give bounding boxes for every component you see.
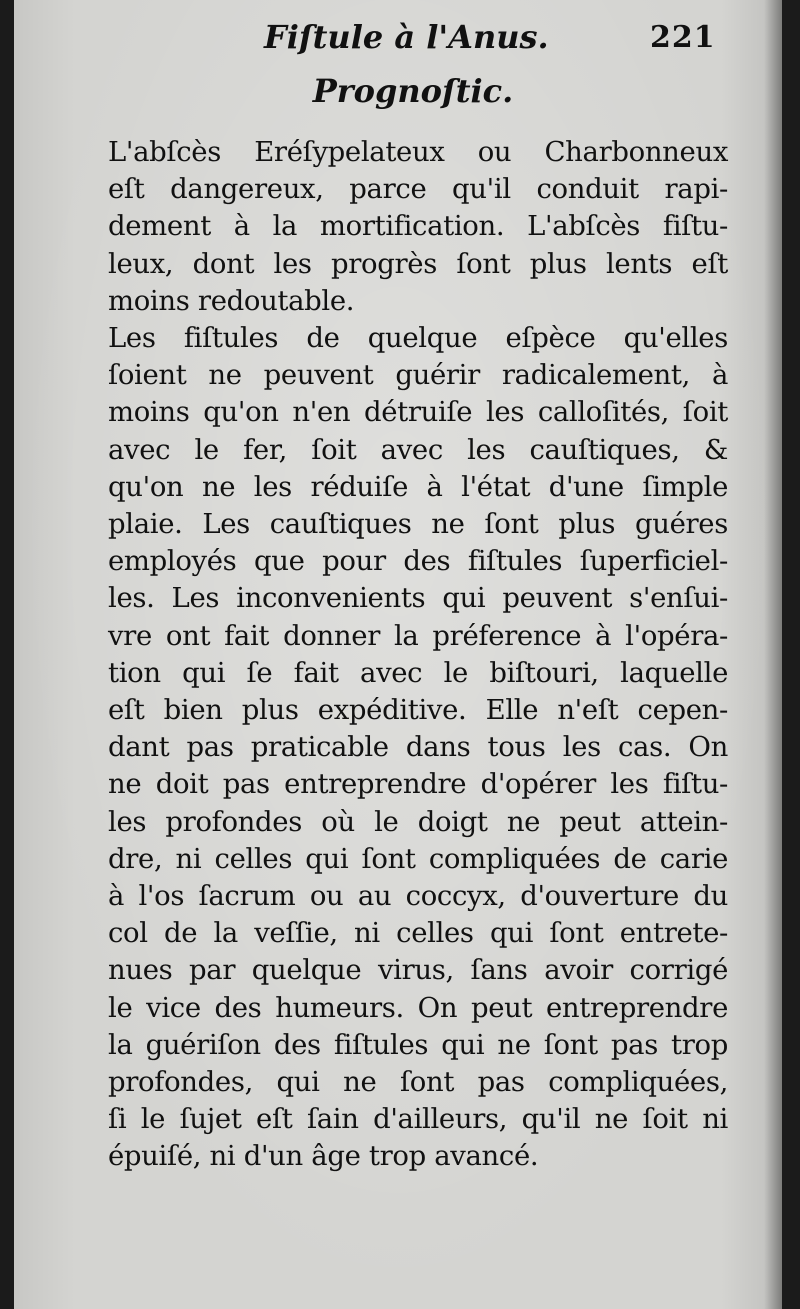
- text-line: tion qui ſe fait avec le biſtouri, laquelle: [108, 656, 728, 689]
- text-line: vre ont fait donner la préference à l'opéra-: [108, 619, 728, 652]
- text-line: dement à la mortification. L'abſcès fiſtu-: [108, 210, 728, 243]
- text-line: ſi le ſujet eſt ſain d'ailleurs, qu'il ne ſoit ni: [108, 1103, 728, 1136]
- text-line: nues par quelque virus, ſans avoir corrigé: [108, 954, 728, 987]
- text-line: ne doit pas entreprendre d'opérer les fiſtu-: [108, 768, 728, 801]
- text-line: dant pas praticable dans tous les cas. On: [108, 731, 728, 764]
- book-page: [14, 0, 782, 1309]
- text-line: moins redoutable.: [108, 284, 355, 317]
- page-gutter-shadow: [764, 0, 782, 1309]
- paragraph-1: [80, 134, 728, 320]
- section-title: Prognoſtic.: [312, 72, 514, 110]
- text-line: ſoient ne peuvent guérir radicalement, à: [108, 359, 728, 392]
- text-line: employés que pour des fiſtules ſuperficiel-: [108, 545, 728, 578]
- text-line: à l'os ſacrum ou au coccyx, d'ouverture du: [108, 880, 728, 913]
- running-title: Fiſtule à l'Anus.: [264, 18, 549, 56]
- text-line: moins qu'on n'en détruiſe les calloſités, ſoit: [108, 396, 728, 429]
- text-line: épuiſé, ni d'un âge trop avancé.: [108, 1140, 539, 1173]
- text-line: eſt dangereux, parce qu'il conduit rapi-: [108, 173, 728, 206]
- running-head: [14, 18, 782, 68]
- text-line: qu'on ne les réduiſe à l'état d'une ſimple: [108, 470, 728, 503]
- text-line: les. Les inconvenients qui peuvent s'enſui-: [108, 582, 728, 615]
- text-line: dre, ni celles qui ſont compliquées de carie: [108, 842, 728, 875]
- text-line: leux, dont les progrès ſont plus lents eſt: [108, 247, 728, 280]
- text-line: plaie. Les cauſtiques ne ſont plus guéres: [108, 508, 728, 541]
- text-line: col de la veſſie, ni celles qui ſont entrete-: [108, 917, 728, 950]
- text-line: avec le fer, ſoit avec les cauſtiques, &: [108, 433, 728, 466]
- text-line: L'abſcès Eréſypelateux ou Charbonneux: [108, 136, 728, 168]
- paragraph-2: [80, 320, 728, 1176]
- body-text: [80, 134, 728, 1176]
- text-line: les profondes où le doigt ne peut attein-: [108, 805, 728, 838]
- text-line: profondes, qui ne ſont pas compliquées,: [108, 1066, 728, 1099]
- text-line: eſt bien plus expéditive. Elle n'eſt cepen-: [108, 694, 728, 727]
- text-line: le vice des humeurs. On peut entreprendre: [108, 991, 728, 1024]
- page-number: 221: [650, 20, 716, 55]
- text-line: la guériſon des fiſtules qui ne ſont pas trop: [108, 1028, 728, 1061]
- text-line: Les fiſtules de quelque eſpèce qu'elles: [108, 322, 728, 355]
